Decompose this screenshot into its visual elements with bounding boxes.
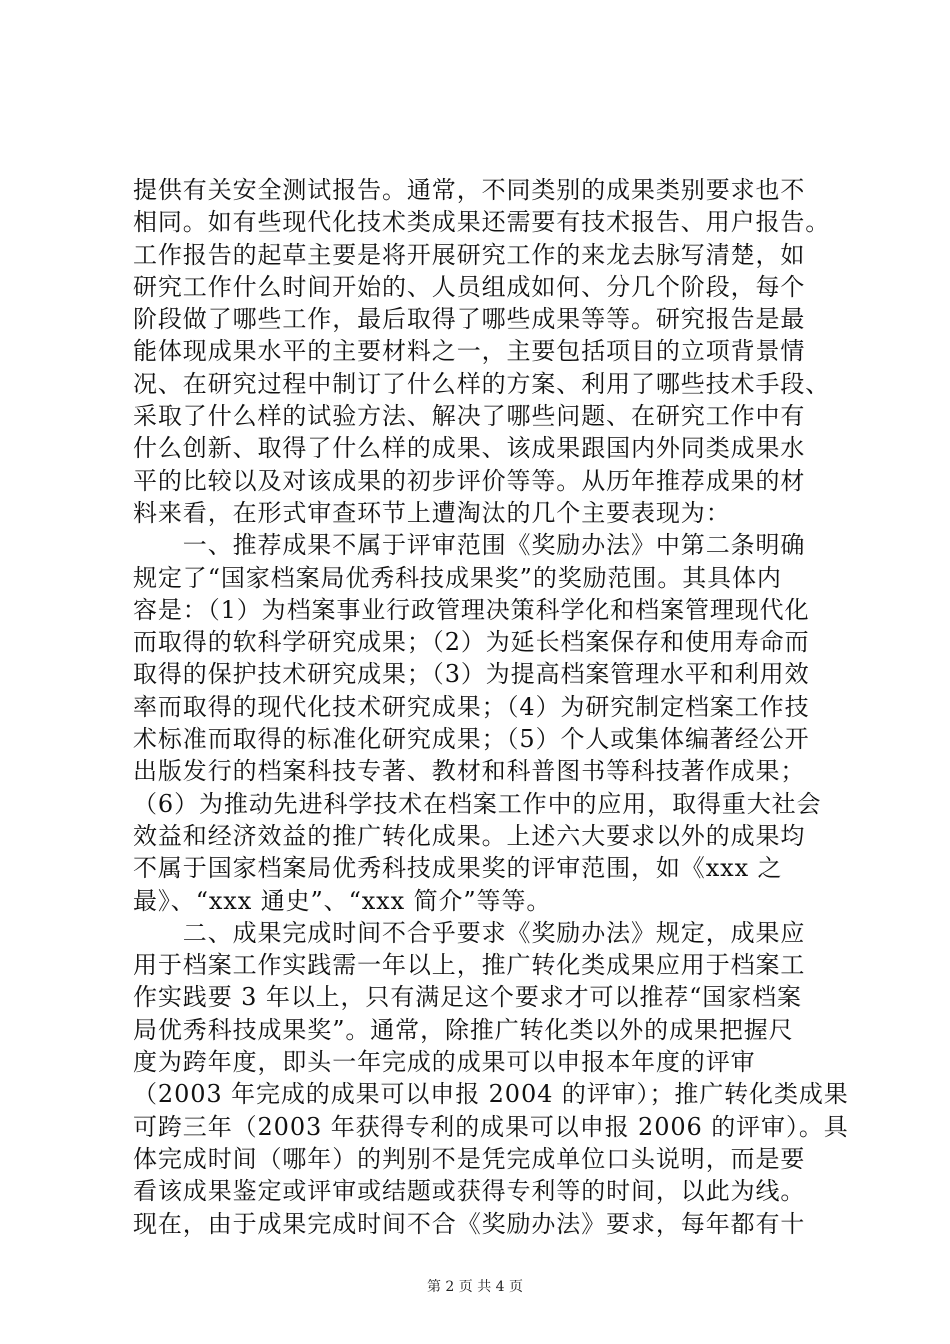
text-line: 率而取得的现代化技术研究成果；（4）为研究制定档案工作技 <box>133 692 810 721</box>
text-line: 体完成时间（哪年）的判别不是凭完成单位口头说明，而是要 <box>133 1144 806 1173</box>
text-line: 二、成果完成时间不合乎要求《奖励办法》规定，成果应 <box>133 918 806 947</box>
page-footer <box>0 1276 950 1296</box>
text-line: 料来看，在形式审查环节上遭淘汰的几个主要表现为： <box>133 498 731 527</box>
text-line: 不属于国家档案局优秀科技成果奖的评审范围，如《xxx 之 <box>133 854 783 883</box>
text-line: 出版发行的档案科技专著、教材和科普图书等科技著作成果； <box>133 757 806 786</box>
text-line: 一、推荐成果不属于评审范围《奖励办法》中第二条明确 <box>133 531 806 560</box>
text-line: 现在，由于成果完成时间不合《奖励办法》要求，每年都有十 <box>133 1209 806 1238</box>
body-text <box>133 174 849 1240</box>
text-line: 阶段做了哪些工作，最后取得了哪些成果等等。研究报告是最 <box>133 305 806 334</box>
text-line: 况、在研究过程中制订了什么样的方案、利用了哪些技术手段、 <box>133 369 831 398</box>
text-line: 作实践要 3 年以上，只有满足这个要求才可以推荐“国家档案 <box>133 983 802 1012</box>
text-line: 研究工作什么时间开始的、人员组成如何、分几个阶段，每个 <box>133 272 806 301</box>
text-line: 用于档案工作实践需一年以上，推广转化类成果应用于档案工 <box>133 951 806 980</box>
text-line: 而取得的软科学研究成果；（2）为延长档案保存和使用寿命而 <box>133 628 810 657</box>
text-line: 能体现成果水平的主要材料之一，主要包括项目的立项背景情 <box>133 337 806 366</box>
text-line: 效益和经济效益的推广转化成果。上述六大要求以外的成果均 <box>133 821 806 850</box>
text-line: 提供有关安全测试报告。通常，不同类别的成果类别要求也不 <box>133 176 806 204</box>
page-number-label: 第 2 页 共 4 页 <box>426 1279 524 1295</box>
text-line: 采取了什么样的试验方法、解决了哪些问题、在研究工作中有 <box>133 402 806 431</box>
text-line: 局优秀科技成果奖”。通常，除推广转化类以外的成果把握尺 <box>133 1015 794 1044</box>
text-line: 相同。如有些现代化技术类成果还需要有技术报告、用户报告。 <box>133 208 831 237</box>
text-line: （2003 年完成的成果可以申报 2004 的评审）；推广转化类成果 <box>133 1080 849 1109</box>
text-line: 容是：（1）为档案事业行政管理决策科学化和档案管理现代化 <box>133 595 810 624</box>
text-line: 取得的保护技术研究成果；（3）为提高档案管理水平和利用效 <box>133 660 810 689</box>
text-line: 最》、“xxx 通史”、“xxx 简介”等等。 <box>133 886 552 915</box>
text-line: 度为跨年度，即头一年完成的成果可以申报本年度的评审 <box>133 1048 756 1077</box>
text-line: 规定了“国家档案局优秀科技成果奖”的奖励范围。其具体内 <box>133 563 782 592</box>
text-line: 看该成果鉴定或评审或结题或获得专利等的时间，以此为线。 <box>133 1177 806 1206</box>
text-line: 什么创新、取得了什么样的成果、该成果跟国内外同类成果水 <box>133 434 806 463</box>
text-line: 工作报告的起草主要是将开展研究工作的来龙去脉写清楚，如 <box>133 240 806 269</box>
text-line: （6）为推动先进科学技术在档案工作中的应用，取得重大社会 <box>133 789 822 818</box>
text-line: 术标准而取得的标准化研究成果；（5）个人或集体编著经公开 <box>133 725 810 754</box>
text-line: 平的比较以及对该成果的初步评价等等。从历年推荐成果的材 <box>133 466 806 495</box>
text-line: 可跨三年（2003 年获得专利的成果可以申报 2006 的评审）。具 <box>133 1112 849 1141</box>
